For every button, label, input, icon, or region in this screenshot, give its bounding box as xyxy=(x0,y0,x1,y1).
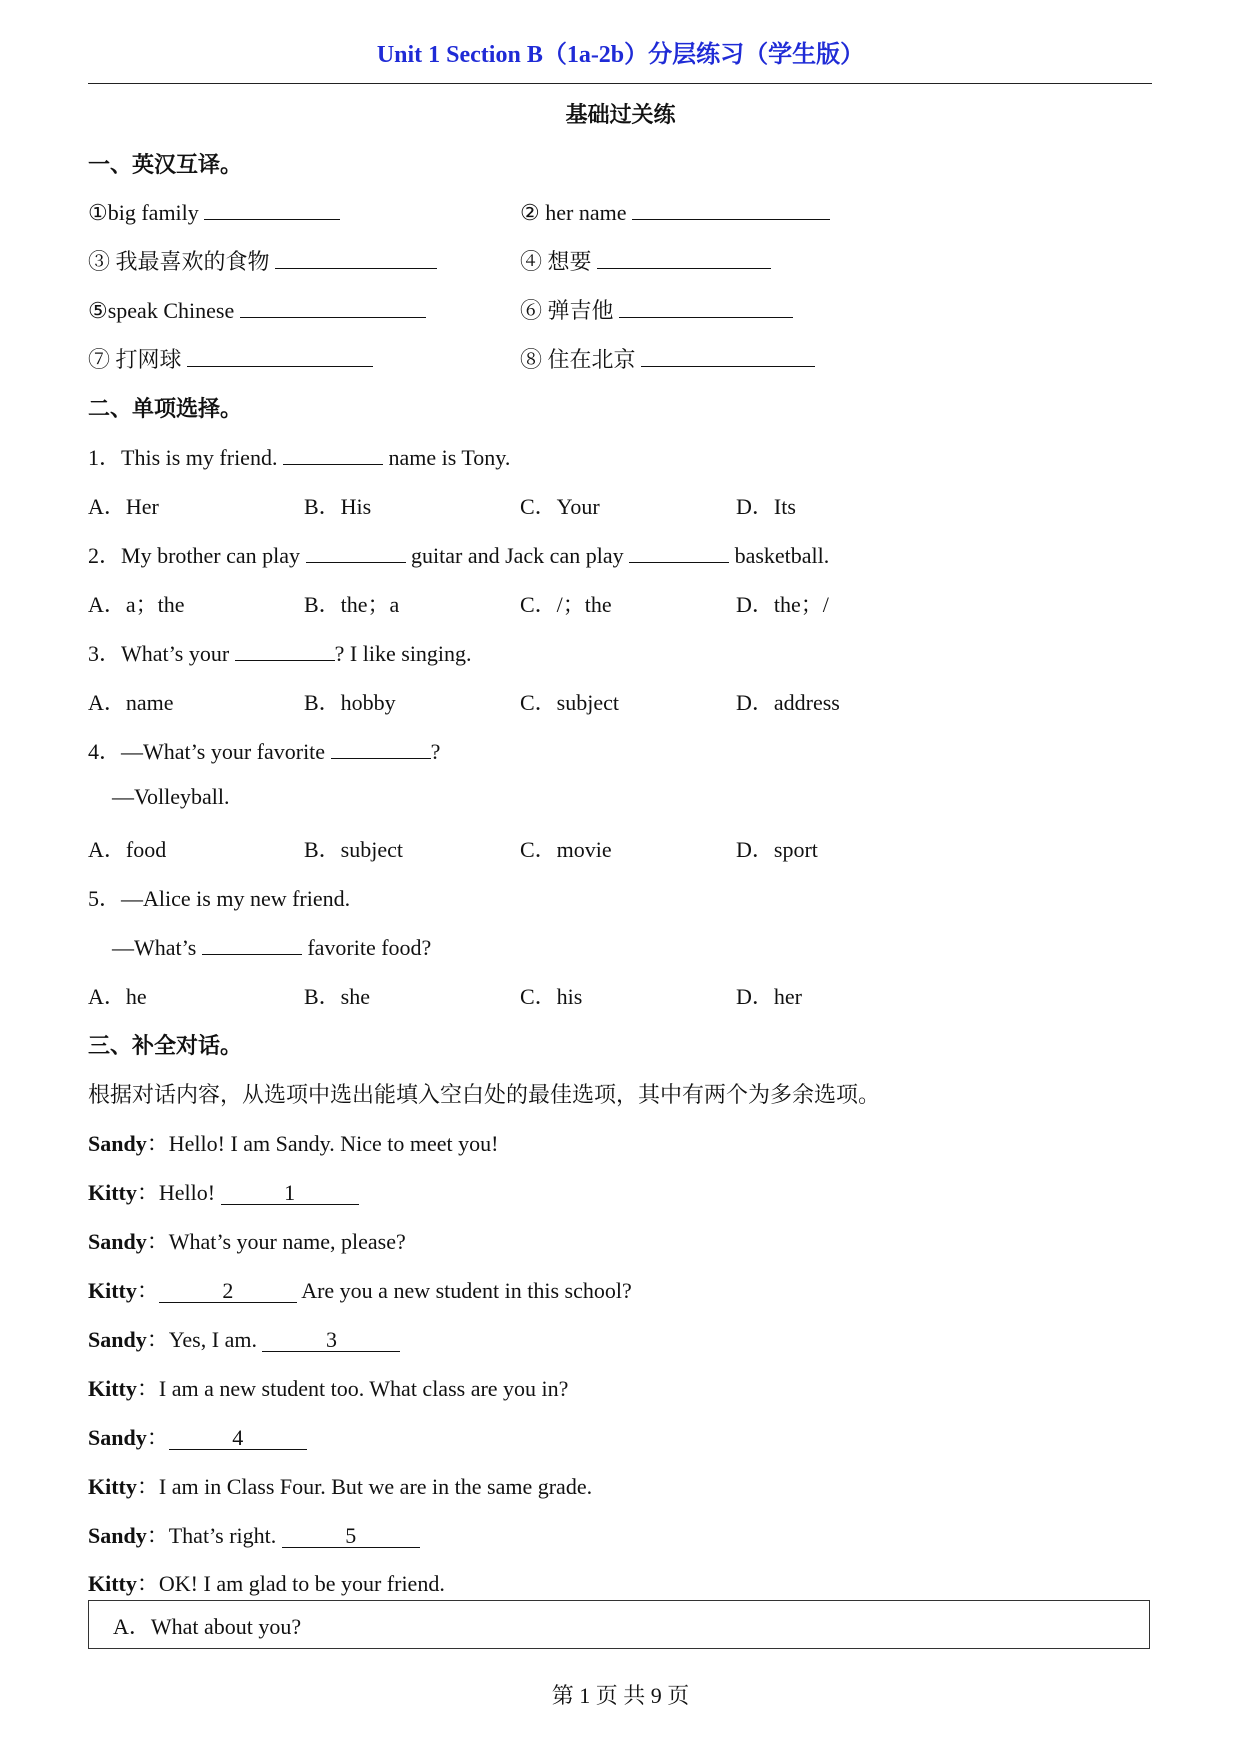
dialogue-line-5: Sandy：Yes, I am. 3 xyxy=(88,1323,400,1354)
answer-blank[interactable] xyxy=(306,539,406,563)
section2-title: 二、单项选择。 xyxy=(88,396,243,421)
dialogue-line-4: Kitty： 2 Are you a new student in this school? xyxy=(88,1278,632,1303)
option-b[interactable]: B．subject xyxy=(304,837,403,862)
answer-blank[interactable] xyxy=(629,539,729,563)
option-d[interactable]: D．her xyxy=(736,984,802,1009)
vocab-item-6: ⑥ 弹吉他 xyxy=(520,294,793,325)
numbered-blank-5[interactable]: 5 xyxy=(282,1524,420,1548)
document-title: Unit 1 Section B（1a-2b）分层练习（学生版） xyxy=(376,42,865,68)
section3-title: 三、补全对话。 xyxy=(88,1033,243,1058)
vocab-item-2: ② her name xyxy=(520,196,830,226)
question-2: 2．My brother can play guitar and Jack can play basketball. xyxy=(88,539,829,570)
option-b[interactable]: B．the；a xyxy=(304,592,400,617)
question-5: 5．—Alice is my new friend. xyxy=(88,886,351,911)
dialogue-option-a[interactable]: A．What about you? xyxy=(113,1614,302,1639)
vocab-item-8: ⑧ 住在北京 xyxy=(520,343,815,374)
option-d[interactable]: D．the；/ xyxy=(736,592,829,617)
question-4-answer-line: —Volleyball. xyxy=(112,784,230,809)
answer-blank[interactable] xyxy=(283,441,383,465)
dialogue-line-9: Sandy：That’s right. 5 xyxy=(88,1519,420,1550)
vocab-item-4: ④ 想要 xyxy=(520,245,771,276)
vocab-item-3: ③ 我最喜欢的食物 xyxy=(88,245,437,276)
header-divider xyxy=(88,83,1152,84)
option-a[interactable]: A．Her xyxy=(88,494,159,519)
section3-instruction: 根据对话内容，从选项中选出能填入空白处的最佳选项，其中有两个为多余选项。 xyxy=(88,1082,881,1107)
answer-blank[interactable] xyxy=(235,637,335,661)
option-a[interactable]: A．a；the xyxy=(88,592,185,617)
option-c[interactable]: C．his xyxy=(520,984,583,1009)
answer-blank[interactable] xyxy=(331,735,431,759)
option-c[interactable]: C．/；the xyxy=(520,592,612,617)
question-4: 4．—What’s your favorite ? xyxy=(88,735,440,766)
dialogue-line-7: Sandy： 4 xyxy=(88,1421,307,1452)
answer-blank[interactable] xyxy=(619,294,793,318)
dialogue-line-10: Kitty：OK! I am glad to be your friend. xyxy=(88,1571,445,1596)
level-title: 基础过关练 xyxy=(565,102,676,127)
option-c[interactable]: C．Your xyxy=(520,494,600,519)
answer-blank[interactable] xyxy=(240,294,426,318)
answer-blank[interactable] xyxy=(275,245,437,269)
dialogue-line-1: Sandy：Hello! I am Sandy. Nice to meet you! xyxy=(88,1131,499,1156)
section1-title: 一、英汉互译。 xyxy=(88,152,243,177)
dialogue-line-8: Kitty：I am in Class Four. But we are in the same grade. xyxy=(88,1474,593,1499)
numbered-blank-1[interactable]: 1 xyxy=(221,1181,359,1205)
dialogue-line-2: Kitty：Hello! 1 xyxy=(88,1176,359,1207)
option-b[interactable]: B．she xyxy=(304,984,371,1009)
answer-blank[interactable] xyxy=(187,343,373,367)
question-1: 1．This is my friend. name is Tony. xyxy=(88,441,510,472)
option-c[interactable]: C．movie xyxy=(520,837,612,862)
vocab-item-5: ⑤speak Chinese xyxy=(88,294,426,324)
answer-blank[interactable] xyxy=(597,245,771,269)
option-a[interactable]: A．name xyxy=(88,690,174,715)
option-d[interactable]: D．Its xyxy=(736,494,796,519)
question-5-line2: —What’s favorite food? xyxy=(112,931,431,961)
answer-blank[interactable] xyxy=(204,196,340,220)
answer-blank[interactable] xyxy=(202,931,302,955)
numbered-blank-3[interactable]: 3 xyxy=(262,1328,400,1352)
option-d[interactable]: D．address xyxy=(736,690,840,715)
numbered-blank-2[interactable]: 2 xyxy=(159,1279,297,1303)
vocab-item-1: ①big family xyxy=(88,196,340,226)
option-d[interactable]: D．sport xyxy=(736,837,818,862)
option-b[interactable]: B．His xyxy=(304,494,372,519)
option-c[interactable]: C．subject xyxy=(520,690,619,715)
dialogue-line-6: Kitty：I am a new student too. What class are you in? xyxy=(88,1376,569,1401)
numbered-blank-4[interactable]: 4 xyxy=(169,1426,307,1450)
option-b[interactable]: B．hobby xyxy=(304,690,396,715)
question-3: 3．What’s your ? I like singing. xyxy=(88,637,472,668)
option-a[interactable]: A．he xyxy=(88,984,147,1009)
dialogue-line-3: Sandy：What’s your name, please? xyxy=(88,1229,406,1254)
answer-blank[interactable] xyxy=(641,343,815,367)
page-footer: 第 1 页 共 9 页 xyxy=(551,1683,690,1708)
answer-blank[interactable] xyxy=(632,196,830,220)
vocab-item-7: ⑦ 打网球 xyxy=(88,343,373,374)
options-box xyxy=(88,1600,1150,1649)
option-a[interactable]: A．food xyxy=(88,837,167,862)
